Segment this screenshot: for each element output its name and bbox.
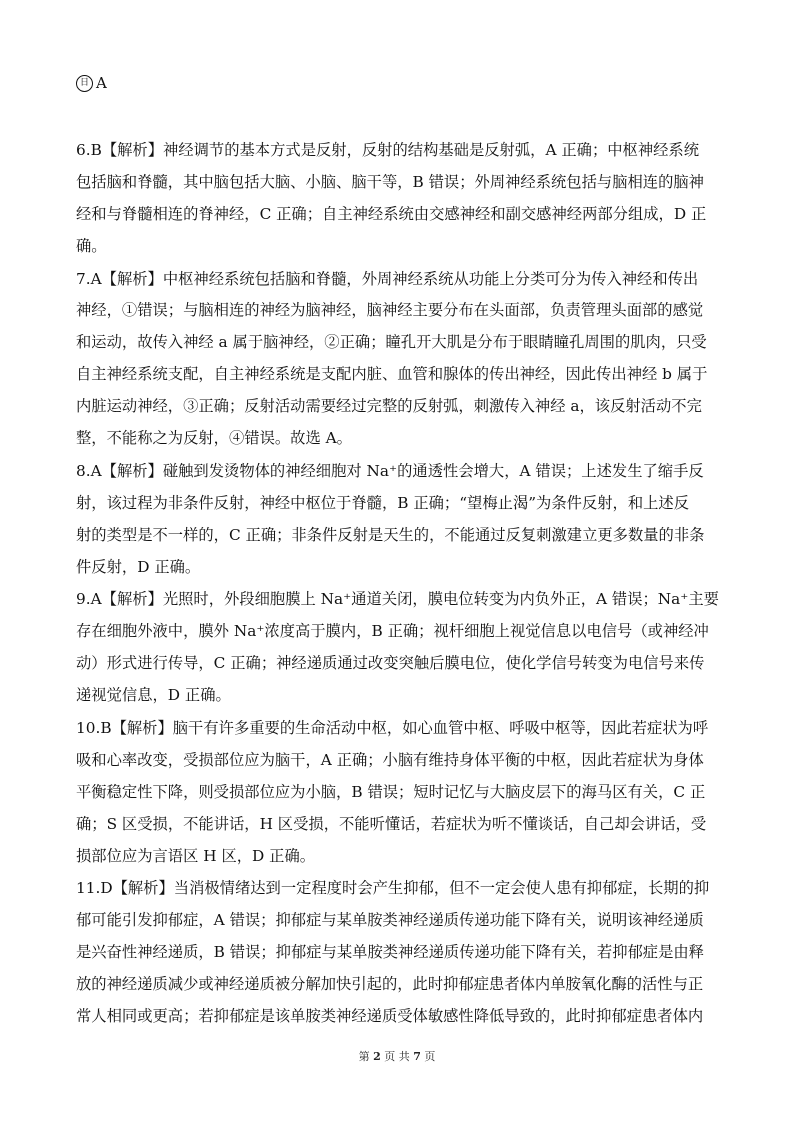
- text-line: 确。: [76, 236, 107, 255]
- text-line: 损部位应为言语区 H 区，D 正确。: [76, 846, 316, 865]
- top-mark-text: A: [96, 74, 107, 92]
- explanation-q11: [76, 873, 724, 1032]
- text-line: 放的神经递质减少或神经递质被分解加快引起的，此时抑郁症患者体内单胺氧化酶的活性与正: [76, 975, 704, 994]
- text-line: 射的类型是不一样的，C 正确；非条件反射是天生的，不能通过反复刺激建立更多数量的非条: [76, 525, 705, 544]
- text-line: 吸和心率改变，受损部位应为脑干，A 正确；小脑有维持身体平衡的中枢，因此若症状为身体: [76, 750, 704, 769]
- text-line: 动）形式进行传导，C 正确；神经递质通过改变突触后膜电位，使化学信号转变为电信号来传: [76, 654, 705, 673]
- explanation-q9: [76, 584, 724, 712]
- text-line: 10.B【解析】脑干有许多重要的生命活动中枢，如心血管中枢、呼吸中枢等，因此若症状为呼: [76, 719, 709, 738]
- text-line: 件反射，D 正确。: [76, 557, 201, 576]
- text-line: 11.D【解析】当消极情绪达到一定程度时会产生抑郁，但不一定会使人患有抑郁症，长期的抑: [76, 879, 710, 898]
- footer-prefix: 第: [358, 1050, 370, 1063]
- text-line: 整，不能称之为反射，④错误。故选 A。: [76, 429, 352, 448]
- text-line: 自主神经系统支配，自主神经系统是支配内脏、血管和腺体的传出神经，因此传出神经 b 属于: [76, 365, 708, 384]
- page-footer: [0, 1048, 794, 1064]
- explanation-q7: [76, 264, 724, 455]
- text-line: 递视觉信息，D 正确。: [76, 686, 231, 705]
- text-line: 包括脑和脊髓，其中脑包括大脑、小脑、脑干等，B 错误；外周神经系统包括与脑相连的脑神: [76, 172, 704, 191]
- page-total: 7: [413, 1050, 421, 1063]
- footer-suffix: 页: [424, 1050, 436, 1063]
- answer-explanations: [76, 135, 724, 1034]
- footer-middle: 页 共: [384, 1050, 410, 1063]
- text-line: 平衡稳定性下降，则受损部位应为小脑，B 错误；短时记忆与大脑皮层下的海马区有关，C 正: [76, 782, 706, 801]
- page-number: 2: [373, 1050, 381, 1063]
- text-line: 郁可能引发抑郁症，A 错误；抑郁症与某单胺类神经递质传递功能下降有关，说明该神经递质: [76, 911, 704, 930]
- text-line: 7.A【解析】中枢神经系统包括脑和脊髓，外周神经系统从功能上分类可分为传入神经和传出: [76, 269, 699, 288]
- text-line: 确；S 区受损，不能讲话，H 区受损，不能听懂话，若症状为听不懂谈话，自己却会讲话，受: [76, 814, 707, 833]
- text-line: 神经，①错误；与脑相连的神经为脑神经，脑神经主要分布在头面部，负责管理头面部的感觉: [76, 301, 704, 320]
- text-line: 和运动，故传入神经 a 属于脑神经，②正确；瞳孔开大肌是分布于眼睛瞳孔周围的肌肉，只受: [76, 333, 707, 352]
- explanation-q10: [76, 713, 724, 872]
- text-line: 常人相同或更高；若抑郁症是该单胺类神经递质受体敏感性降低导致的，此时抑郁症患者体内: [76, 1007, 704, 1026]
- text-line: 射，该过程为非条件反射，神经中枢位于脊髓，B 正确；“望梅止渴”为条件反射，和上述反: [76, 493, 690, 512]
- text-line: 内脏运动神经，③正确；反射活动需要经过完整的反射弧，刺激传入神经 a，该反射活动不完: [76, 397, 702, 416]
- text-line: 8.A【解析】碰触到发烫物体的神经细胞对 Na⁺的通透性会增大，A 错误；上述发生了缩手反: [76, 461, 704, 480]
- circled-char-icon: 日: [76, 75, 93, 92]
- text-line: 存在细胞外液中，膜外 Na⁺浓度高于膜内，B 正确；视杆细胞上视觉信息以电信号（或神经冲: [76, 622, 709, 641]
- text-line: 是兴奋性神经递质，B 错误；抑郁症与某单胺类神经递质传递功能下降有关，若抑郁症是由释: [76, 943, 704, 962]
- explanation-q8: [76, 456, 724, 584]
- explanation-q6: [76, 135, 724, 263]
- text-line: 9.A【解析】光照时，外段细胞膜上 Na⁺通道关闭，膜电位转变为内负外正，A 错误；Na⁺主要: [76, 590, 719, 609]
- top-mark: [76, 74, 107, 92]
- text-line: 6.B【解析】神经调节的基本方式是反射，反射的结构基础是反射弧，A 正确；中枢神经系统: [76, 141, 700, 159]
- text-line: 经和与脊髓相连的脊神经，C 正确；自主神经系统由交感神经和副交感神经两部分组成，D 正: [76, 204, 707, 223]
